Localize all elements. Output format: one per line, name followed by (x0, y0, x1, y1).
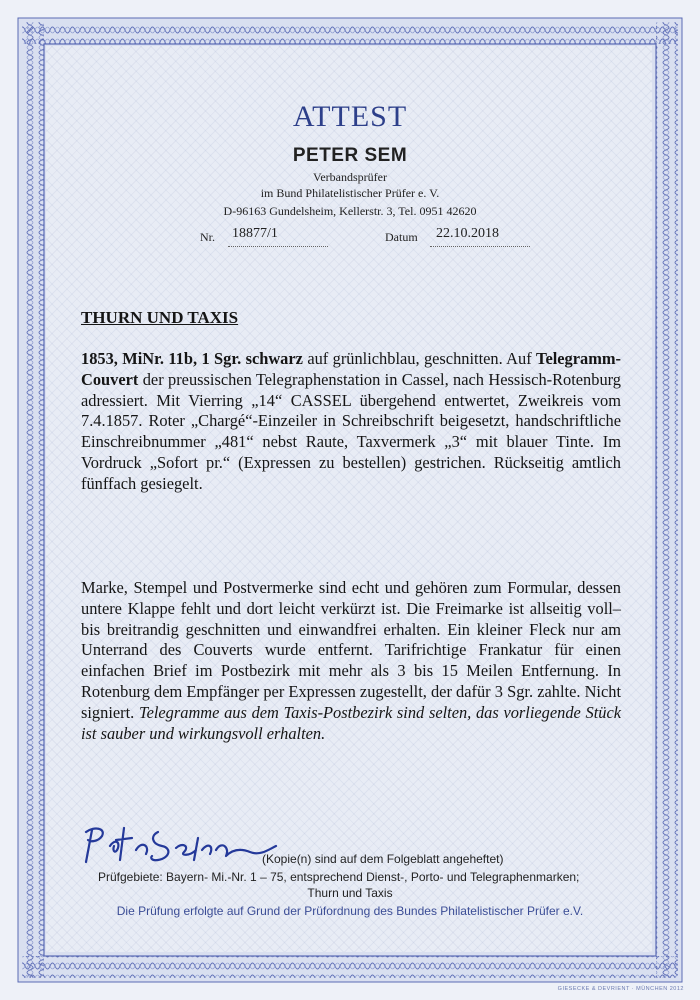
examiner-address: D-96163 Gundelsheim, Kellerstr. 3, Tel. 0951 42620 (223, 204, 477, 218)
examiner-association: im Bund Philatelistischer Prüfer e. V. (260, 186, 440, 200)
datum-value: 22.10.2018 (436, 226, 499, 241)
exam-areas: Prüfgebiete: Bayern- Mi.-Nr. 1 – 75, entsprechend Dienst-, Porto- und Telegraphenmarken; (98, 870, 580, 884)
p2-text: Marke, Stempel und Postvermerke sind echt und gehören zum Formular, dessen untere Klappe fehlt und dort leicht verkürzt ist. Die Freimarke ist allseitig voll– bis breitrandig geschnitten und einwandfrei erhalten. Ein kleiner Fleck nur am Unterrand des Couverts wurde entfernt. Tarifrichtige Frankatur für einen einfachen Brief im Postbezirk mit mehr als 3 bis 15 Meilen Entfernung. In Rotenburg dem Empfänger per Expressen zugestellt, der dafür 3 Sgr. zahlte. Nicht signiert. (81, 578, 621, 722)
nr-dotted-line (228, 246, 328, 247)
nr-value: 18877/1 (232, 226, 278, 241)
signature (80, 820, 280, 870)
datum-dotted-line (430, 246, 530, 247)
p1-text-1: auf grünlichblau, geschnitten. Auf (302, 349, 537, 368)
p1-text-2: der preussischen Telegraphenstation in Cassel, nach Hessisch-Rotenburg adressiert. Mit Vierring „14“ CASSEL übergehend entwertet, Zweikreis vom 7.4.1857. Roter „Chargé“-Einzeiler in Schreibschrift beigesetzt, handschriftliche Einschreibnummer „481“ nebst Raute, Taxvermerk „3“ mit blauer Tinte. Im Vordruck „Sofort pr.“ (Expressen zu bestellen) gestrichen. Rückseitig amtlich fünffach gesiegelt. (81, 369, 621, 493)
examiner-name: PETER SEM (292, 145, 408, 166)
attest-title: ATTEST (292, 100, 408, 133)
regulation-note: Die Prüfung erfolgte auf Grund der Prüfordnung des Bundes Philatelistischer Prüfer e.V. (116, 904, 584, 918)
examiner-role: Verbandsprüfer (313, 170, 387, 184)
exam-areas-continued: Thurn und Taxis (307, 886, 393, 900)
section-heading: THURN UND TAXIS (81, 308, 239, 327)
copies-note: (Kopie(n) sind auf dem Folgeblatt angeheftet) (262, 852, 504, 866)
stamp-designation: 1853, MiNr. 11b, 1 Sgr. schwarz (81, 349, 303, 368)
assessment-paragraph (81, 578, 621, 744)
description-paragraph (81, 349, 621, 495)
printer-imprint: GIESECKE & DEVRIENT · MÜNCHEN 2012 (557, 986, 684, 992)
datum-label: Datum (385, 230, 418, 244)
number-date-row (0, 226, 700, 248)
cover-type: Telegramm-Couvert (81, 349, 621, 389)
nr-label: Nr. (200, 230, 215, 244)
p2-conclusion: Telegramme aus dem Taxis-Postbezirk sind selten, das vorliegende Stück ist sauber und wirkungsvoll erhalten. (81, 702, 621, 743)
